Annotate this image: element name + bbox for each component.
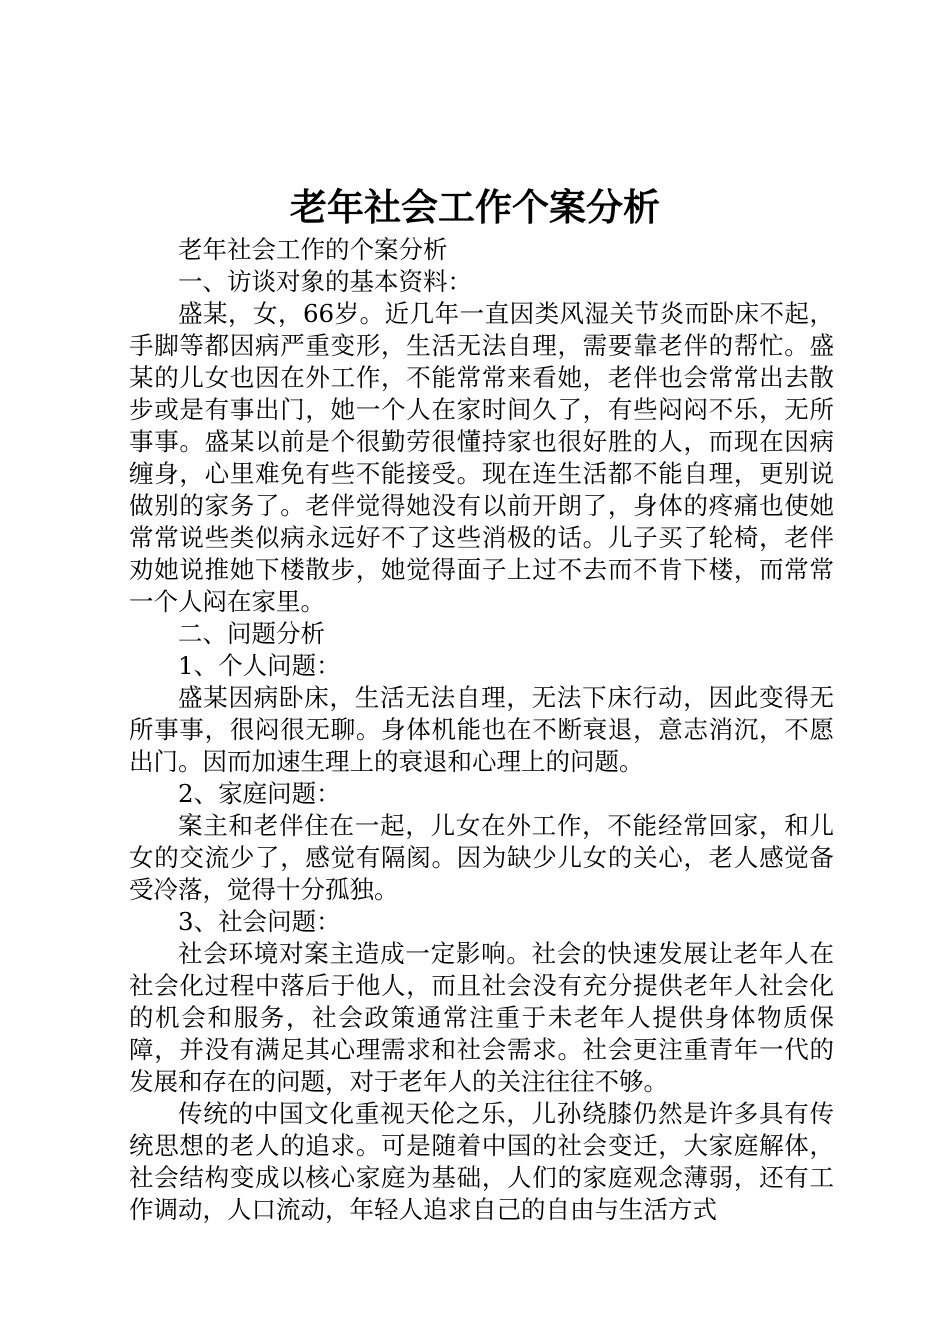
paragraph-personal-problem: 盛某因病卧床，生活无法自理，无法下床行动，因此变得无所事事，很闷很无聊。身体机能也在不断衰退，意志消沉，不愿出门。因而加速生理上的衰退和心理上的问题。 xyxy=(129,683,834,776)
subheading-personal-problem: 1、个人问题： xyxy=(178,651,341,680)
paragraph-family-problem: 案主和老伴住在一起，儿女在外工作，不能经常回家，和儿女的交流少了，感觉有隔阂。因为缺少儿女的关心，老人感觉备受冷落，觉得十分孤独。 xyxy=(129,811,834,904)
paragraph-basic-info: 盛某，女，66岁。近几年一直因类风湿关节炎而卧床不起，手脚等都因病严重变形，生活无法自理，需要靠老伴的帮忙。盛某的儿女也因在外工作，不能常常来看她，老伴也会常常出去散步或是有事出门，她一个人在家时间久了，有些闷闷不乐，无所事事。盛某以前是个很勤劳很懂持家也很好胜的人，而现在因病缠身，心里难免有些不能接受。现在连生活都不能自理，更别说做别的家务了。老伴觉得她没有以前开朗了，身体的疼痛也使她常常说些类似病永远好不了这些消极的话。儿子买了轮椅，老伴劝她说推她下楼散步，她觉得面子上过不去而不肯下楼，而常常一个人闷在家里。 xyxy=(129,299,834,616)
subheading-family-problem: 2、家庭问题： xyxy=(178,779,341,808)
paragraph-traditional-culture: 传统的中国文化重视天伦之乐，儿孙绕膝仍然是许多具有传统思想的老人的追求。可是随着中国的社会变迁，大家庭解体，社会结构变成以核心家庭为基础，人们的家庭观念薄弱，还有工作调动，人口流动，年轻人追求自己的自由与生活方式 xyxy=(129,1099,834,1224)
subheading-social-problem: 3、社会问题： xyxy=(178,907,341,936)
paragraph-social-problem: 社会环境对案主造成一定影响。社会的快速发展让老年人在社会化过程中落后于他人，而且社会没有充分提供老年人社会化的机会和服务，社会政策通常注重于未老年人提供身体物质保障，并没有满足其心理需求和社会需求。社会更注重青年一代的发展和存在的问题，对于老年人的关注往往不够。 xyxy=(129,939,834,1096)
document-title: 老年社会工作个案分析 xyxy=(290,186,660,229)
section-heading-basic-info: 一、访谈对象的基本资料： xyxy=(178,267,472,296)
document-body xyxy=(129,234,834,1226)
paragraph-subtitle: 老年社会工作的个案分析 xyxy=(178,235,448,264)
section-heading-problem-analysis: 二、问题分析 xyxy=(178,619,325,648)
